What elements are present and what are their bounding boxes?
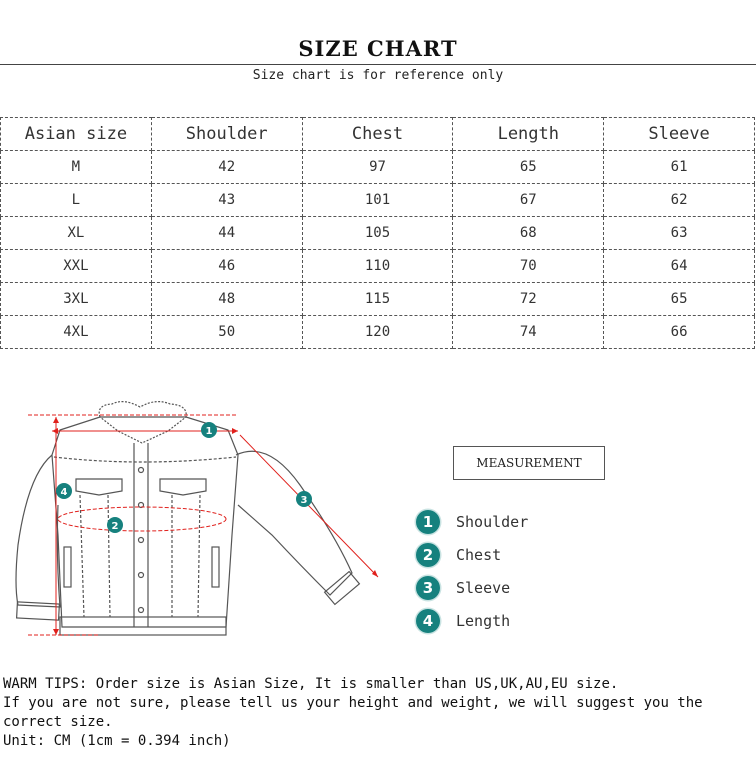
- length-cell: 72: [453, 283, 604, 316]
- size-table: [0, 117, 755, 349]
- chest-cell: 120: [302, 316, 453, 349]
- marker-4-label: 4: [60, 487, 68, 498]
- jacket-collar: [99, 402, 186, 443]
- shoulder-cell: 43: [151, 184, 302, 217]
- size-cell: XXL: [1, 250, 152, 283]
- length-cell: 74: [453, 316, 604, 349]
- column-header-sleeve: Sleeve: [604, 118, 755, 151]
- chest-measure-ellipse: [58, 507, 226, 531]
- jacket-diagram: [0, 395, 400, 650]
- measurement-label-box: MEASUREMENT: [453, 446, 605, 480]
- warm-tips-line-1: WARM TIPS: Order size is Asian Size, It is smaller than US,UK,AU,EU size.: [3, 676, 619, 692]
- shoulder-cell: 46: [151, 250, 302, 283]
- sleeve-cell: 64: [604, 250, 755, 283]
- right-sleeve: [236, 451, 352, 595]
- legend-item-chest: [416, 542, 501, 568]
- shoulder-cell: 42: [151, 151, 302, 184]
- chest-cell: 97: [302, 151, 453, 184]
- column-header-chest: Chest: [302, 118, 453, 151]
- marker-2-label: 2: [111, 521, 119, 532]
- sleeve-cell: 61: [604, 151, 755, 184]
- chest-cell: 110: [302, 250, 453, 283]
- table-row: [1, 316, 755, 349]
- chest-cell: 101: [302, 184, 453, 217]
- legend-label: Shoulder: [456, 513, 529, 531]
- number-2-icon: 2: [416, 543, 440, 567]
- legend-item-length: [416, 608, 510, 634]
- shoulder-cell: 48: [151, 283, 302, 316]
- sleeve-cell: 62: [604, 184, 755, 217]
- chest-cell: 115: [302, 283, 453, 316]
- size-cell: 4XL: [1, 316, 152, 349]
- table-row: [1, 283, 755, 316]
- legend-label: Sleeve: [456, 579, 511, 597]
- right-chest-pocket: [160, 479, 206, 495]
- column-header-asian-size: Asian size: [1, 118, 152, 151]
- shoulder-cell: 50: [151, 316, 302, 349]
- sleeve-measure-line: [240, 435, 378, 577]
- shoulder-cell: 44: [151, 217, 302, 250]
- length-cell: 68: [453, 217, 604, 250]
- number-4-icon: 4: [416, 609, 440, 633]
- table-row: [1, 151, 755, 184]
- legend-item-shoulder: [416, 509, 528, 535]
- marker-3-label: 3: [300, 495, 308, 506]
- number-3-icon: 3: [416, 576, 440, 600]
- table-row: [1, 217, 755, 250]
- table-row: [1, 184, 755, 217]
- size-cell: 3XL: [1, 283, 152, 316]
- size-cell: M: [1, 151, 152, 184]
- page-subtitle: Size chart is for reference only: [252, 68, 504, 83]
- number-1-icon: 1: [416, 510, 440, 534]
- table-header-row: [1, 118, 755, 151]
- left-chest-pocket: [76, 479, 122, 495]
- jacket-body-outline: [52, 417, 238, 627]
- jacket-waistband: [60, 617, 226, 635]
- column-header-shoulder: Shoulder: [151, 118, 302, 151]
- size-cell: L: [1, 184, 152, 217]
- chest-cell: 105: [302, 217, 453, 250]
- size-cell: XL: [1, 217, 152, 250]
- unit-note: Unit: CM (1cm = 0.394 inch): [3, 733, 231, 749]
- legend-item-sleeve: [416, 575, 510, 601]
- length-cell: 70: [453, 250, 604, 283]
- sleeve-cell: 66: [604, 316, 755, 349]
- legend-label: Length: [456, 612, 511, 630]
- legend-label: Chest: [456, 546, 502, 564]
- column-header-length: Length: [453, 118, 604, 151]
- sleeve-cell: 65: [604, 283, 755, 316]
- page-title: SIZE CHART: [298, 36, 458, 61]
- warm-tips: [3, 675, 753, 751]
- length-cell: 67: [453, 184, 604, 217]
- marker-1-label: 1: [205, 426, 213, 437]
- length-cell: 65: [453, 151, 604, 184]
- sleeve-cell: 63: [604, 217, 755, 250]
- warm-tips-line-2: If you are not sure, please tell us your height and weight, we will suggest you the correct size.: [3, 695, 703, 730]
- table-row: [1, 250, 755, 283]
- title-divider: [0, 64, 756, 65]
